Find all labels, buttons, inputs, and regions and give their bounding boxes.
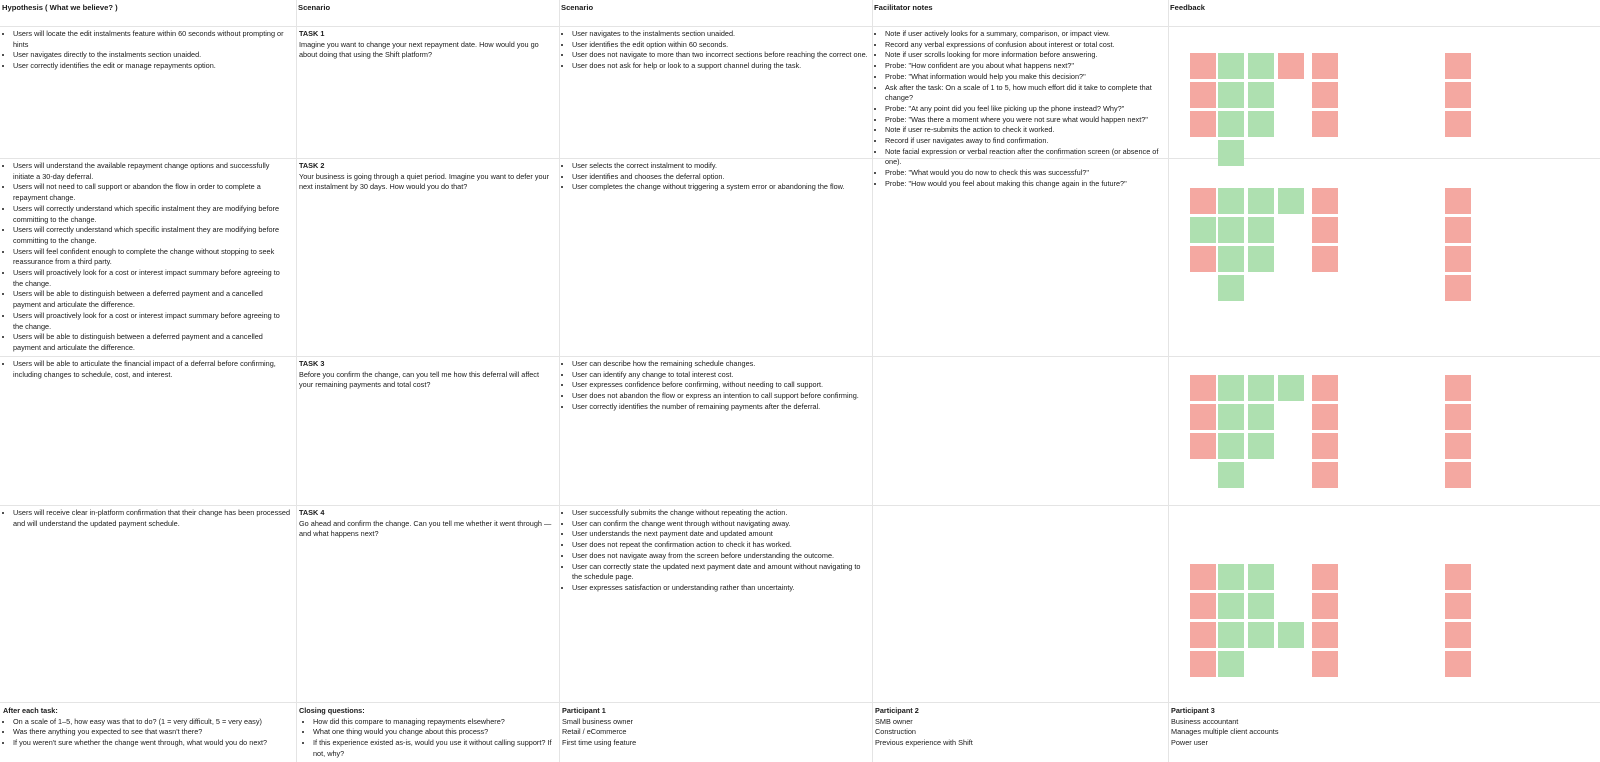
facilitator-note: • Note if user re-submits the action to check it worked. xyxy=(885,125,1163,136)
criteria-item: • User does not navigate to more than two incorrect sections before reaching the correct one. xyxy=(572,50,868,61)
negative-feedback-note[interactable] xyxy=(1312,462,1338,488)
facilitator-notes-cell xyxy=(872,29,1166,190)
facilitator-note: • Record any verbal expressions of confusion about interest or total cost. xyxy=(885,40,1163,51)
criteria-cell xyxy=(559,359,871,413)
facilitator-note: • Probe: "How would you feel about making this change again in the future?" xyxy=(885,179,1163,190)
negative-feedback-note[interactable] xyxy=(1190,188,1216,214)
negative-feedback-note[interactable] xyxy=(1445,275,1471,301)
participant-detail: Previous experience with Shift xyxy=(875,738,973,748)
positive-feedback-note[interactable] xyxy=(1218,111,1244,137)
criteria-item: • User identifies the edit option within 60 seconds. xyxy=(572,40,868,51)
task-text: Your business is going through a quiet period. Imagine you want to defer your next instalment by 30 days. How would you do that? xyxy=(299,171,550,192)
positive-feedback-note[interactable] xyxy=(1218,622,1244,648)
positive-feedback-note[interactable] xyxy=(1278,188,1304,214)
positive-feedback-note[interactable] xyxy=(1248,217,1274,243)
negative-feedback-note[interactable] xyxy=(1190,404,1216,430)
positive-feedback-note[interactable] xyxy=(1248,404,1274,430)
participant-title: Participant 2 xyxy=(875,706,919,715)
positive-feedback-note[interactable] xyxy=(1218,53,1244,79)
after-task-question: • On a scale of 1–5, how easy was that to do? (1 = very difficult, 5 = very easy) xyxy=(13,717,291,728)
positive-feedback-note[interactable] xyxy=(1248,593,1274,619)
facilitator-note: • Probe: "What information would help you make this decision?" xyxy=(885,72,1163,83)
negative-feedback-note[interactable] xyxy=(1445,111,1471,137)
negative-feedback-note[interactable] xyxy=(1312,404,1338,430)
positive-feedback-note[interactable] xyxy=(1248,433,1274,459)
negative-feedback-note[interactable] xyxy=(1190,651,1216,677)
hypothesis-item: • User navigates directly to the instalments section unaided. xyxy=(13,50,291,61)
hypothesis-item: • Users will be able to articulate the financial impact of a deferral before confirming, including changes to schedule, cost, and interest. xyxy=(13,359,291,380)
negative-feedback-note[interactable] xyxy=(1312,246,1338,272)
positive-feedback-note[interactable] xyxy=(1218,140,1244,166)
participant-detail: Manages multiple client accounts xyxy=(1171,727,1279,737)
header-hypothesis: Hypothesis ( What we believe? ) xyxy=(2,3,118,12)
facilitator-note: • Note facial expression or verbal reaction after the confirmation screen (or absence of one). xyxy=(885,147,1163,168)
criteria-item: • User does not abandon the flow or express an intention to call support before confirming. xyxy=(572,391,868,402)
hypothesis-item: • Users will correctly understand which specific instalment they are modifying before committing to the change. xyxy=(13,225,291,246)
negative-feedback-note[interactable] xyxy=(1445,564,1471,590)
hypothesis-item: • Users will understand the available repayment change options and successfully initiate a 30-day deferral. xyxy=(13,161,291,182)
hypothesis-item: • User correctly identifies the edit or manage repayments option. xyxy=(13,61,291,72)
facilitator-note: • Probe: "Was there a moment where you were not sure what would happen next?" xyxy=(885,115,1163,126)
positive-feedback-note[interactable] xyxy=(1218,188,1244,214)
positive-feedback-note[interactable] xyxy=(1248,564,1274,590)
task-text: Imagine you want to change your next repayment date. How would you go about doing that using the Shift platform? xyxy=(299,39,539,60)
participant-detail: SMB owner xyxy=(875,716,913,726)
hypothesis-cell xyxy=(0,29,294,72)
negative-feedback-note[interactable] xyxy=(1312,188,1338,214)
hypothesis-item: • Users will be able to distinguish between a deferred payment and a cancelled payment and articulate the difference. xyxy=(13,289,291,310)
negative-feedback-note[interactable] xyxy=(1190,564,1216,590)
closing-question: • What one thing would you change about this process? xyxy=(313,727,555,738)
negative-feedback-note[interactable] xyxy=(1190,593,1216,619)
criteria-item: • User understands the next payment date and updated amount xyxy=(572,529,868,540)
criteria-item: • User expresses confidence before confirming, without needing to call support. xyxy=(572,380,868,391)
after-task-cell xyxy=(0,706,294,749)
negative-feedback-note[interactable] xyxy=(1190,111,1216,137)
row-divider xyxy=(0,702,1600,703)
negative-feedback-note[interactable] xyxy=(1312,433,1338,459)
row-divider xyxy=(0,158,1600,159)
hypothesis-cell xyxy=(0,161,294,354)
criteria-item: • User correctly identifies the number of remaining payments after the deferral. xyxy=(572,402,868,413)
hypothesis-item: • Users will feel confident enough to complete the change without stopping to seek reassurance from a third party. xyxy=(13,247,291,268)
facilitator-note: • Probe: "At any point did you feel like picking up the phone instead? Why?" xyxy=(885,104,1163,115)
negative-feedback-note[interactable] xyxy=(1445,53,1471,79)
negative-feedback-note[interactable] xyxy=(1445,462,1471,488)
negative-feedback-note[interactable] xyxy=(1190,53,1216,79)
participant-3-cell xyxy=(1168,706,1598,749)
facilitator-note: • Probe: "How confident are you about what happens next?" xyxy=(885,61,1163,72)
positive-feedback-note[interactable] xyxy=(1218,564,1244,590)
negative-feedback-note[interactable] xyxy=(1445,188,1471,214)
facilitator-note: • Ask after the task: On a scale of 1 to 5, how much effort did it take to complete that change? xyxy=(885,83,1163,104)
participant-detail: Retail / eCommerce xyxy=(562,727,627,737)
participant-title: Participant 3 xyxy=(1171,706,1215,715)
negative-feedback-note[interactable] xyxy=(1445,217,1471,243)
closing-questions-cell xyxy=(296,706,558,760)
negative-feedback-note[interactable] xyxy=(1445,651,1471,677)
negative-feedback-note[interactable] xyxy=(1445,404,1471,430)
positive-feedback-note[interactable] xyxy=(1218,593,1244,619)
positive-feedback-note[interactable] xyxy=(1248,188,1274,214)
header-scenario-criteria: Scenario xyxy=(561,3,594,12)
positive-feedback-note[interactable] xyxy=(1218,217,1244,243)
row-divider xyxy=(0,505,1600,506)
negative-feedback-note[interactable] xyxy=(1445,82,1471,108)
negative-feedback-note[interactable] xyxy=(1190,622,1216,648)
task-text: Go ahead and confirm the change. Can you tell me whether it went through — and what happens next? xyxy=(299,518,552,539)
negative-feedback-note[interactable] xyxy=(1312,593,1338,619)
criteria-cell xyxy=(559,161,871,193)
positive-feedback-note[interactable] xyxy=(1248,53,1274,79)
hypothesis-item: • Users will locate the edit instalments feature within 60 seconds without prompting or hints xyxy=(13,29,291,50)
closing-question: • How did this compare to managing repayments elsewhere? xyxy=(313,717,555,728)
task-text: Before you confirm the change, can you tell me how this deferral will affect your remaining payments and total cost? xyxy=(299,369,539,390)
criteria-item: • User selects the correct instalment to modify. xyxy=(572,161,868,172)
criteria-item: • User completes the change without triggering a system error or abandoning the flow. xyxy=(572,182,868,193)
header-facilitator-notes: Facilitator notes xyxy=(874,3,933,12)
criteria-item: • User does not ask for help or look to a support channel during the task. xyxy=(572,61,868,72)
criteria-item: • User navigates to the instalments section unaided. xyxy=(572,29,868,40)
negative-feedback-note[interactable] xyxy=(1312,622,1338,648)
task-cell xyxy=(296,508,558,540)
negative-feedback-note[interactable] xyxy=(1278,53,1304,79)
negative-feedback-note[interactable] xyxy=(1312,564,1338,590)
criteria-cell xyxy=(559,508,871,594)
closing-title: Closing questions: xyxy=(299,706,365,715)
task-title: TASK 4 xyxy=(299,508,325,517)
task-cell xyxy=(296,359,558,391)
participant-2-cell xyxy=(872,706,1166,749)
participant-detail: Construction xyxy=(875,727,916,737)
participant-title: Participant 1 xyxy=(562,706,606,715)
participant-detail: Power user xyxy=(1171,738,1208,748)
header-feedback: Feedback xyxy=(1170,3,1206,12)
participant-detail: Business accountant xyxy=(1171,716,1239,726)
positive-feedback-note[interactable] xyxy=(1218,375,1244,401)
criteria-item: • User expresses satisfaction or understanding rather than uncertainty. xyxy=(572,583,868,594)
positive-feedback-note[interactable] xyxy=(1218,404,1244,430)
criteria-item: • User can identify any change to total interest cost. xyxy=(572,370,868,381)
positive-feedback-note[interactable] xyxy=(1218,82,1244,108)
positive-feedback-note[interactable] xyxy=(1218,462,1244,488)
header-scenario: Scenario xyxy=(298,3,331,12)
hypothesis-item: • Users will not need to call support or abandon the flow in order to complete a repayment change. xyxy=(13,182,291,203)
task-title: TASK 2 xyxy=(299,161,325,170)
hypothesis-item: • Users will correctly understand which specific instalment they are modifying before committing to the change. xyxy=(13,204,291,225)
negative-feedback-note[interactable] xyxy=(1312,53,1338,79)
positive-feedback-note[interactable] xyxy=(1248,82,1274,108)
participant-detail: Small business owner xyxy=(562,716,633,726)
facilitator-note: • Note if user actively looks for a summary, comparison, or impact view. xyxy=(885,29,1163,40)
criteria-item: • User can correctly state the updated next payment date and amount without navigating to the schedule page. xyxy=(572,562,868,583)
participant-detail: First time using feature xyxy=(562,738,637,748)
criteria-item: • User can describe how the remaining schedule changes. xyxy=(572,359,868,370)
negative-feedback-note[interactable] xyxy=(1312,217,1338,243)
hypothesis-item: • Users will proactively look for a cost or interest impact summary before agreeing to the change. xyxy=(13,268,291,289)
facilitator-note: • Probe: "What would you do now to check this was successful?" xyxy=(885,168,1163,179)
row-divider xyxy=(0,26,1600,27)
hypothesis-item: • Users will be able to distinguish between a deferred payment and a cancelled payment and articulate the difference. xyxy=(13,332,291,353)
positive-feedback-note[interactable] xyxy=(1248,246,1274,272)
criteria-item: • User does not repeat the confirmation action to check it has worked. xyxy=(572,540,868,551)
negative-feedback-note[interactable] xyxy=(1312,111,1338,137)
hypothesis-item: • Users will proactively look for a cost or interest impact summary before agreeing to the change. xyxy=(13,311,291,332)
closing-question: • If this experience existed as-is, would you use it without calling support? If not, why? xyxy=(313,738,555,759)
row-divider xyxy=(0,356,1600,357)
positive-feedback-note[interactable] xyxy=(1190,217,1216,243)
positive-feedback-note[interactable] xyxy=(1278,375,1304,401)
after-task-question: • If you weren't sure whether the change went through, what would you do next? xyxy=(13,738,291,749)
facilitator-note: • Note if user scrolls looking for more information before answering. xyxy=(885,50,1163,61)
criteria-item: • User does not navigate away from the screen before understanding the outcome. xyxy=(572,551,868,562)
facilitator-note: • Record if user navigates away to find confirmation. xyxy=(885,136,1163,147)
negative-feedback-note[interactable] xyxy=(1445,375,1471,401)
after-task-question: • Was there anything you expected to see that wasn't there? xyxy=(13,727,291,738)
task-cell xyxy=(296,161,558,193)
positive-feedback-note[interactable] xyxy=(1218,433,1244,459)
hypothesis-cell xyxy=(0,359,294,380)
criteria-item: • User successfully submits the change without repeating the action. xyxy=(572,508,868,519)
criteria-item: • User identifies and chooses the deferral option. xyxy=(572,172,868,183)
negative-feedback-note[interactable] xyxy=(1312,651,1338,677)
negative-feedback-note[interactable] xyxy=(1190,246,1216,272)
hypothesis-item: • Users will receive clear in-platform confirmation that their change has been processed and will understand the updated payment schedule. xyxy=(13,508,291,529)
negative-feedback-note[interactable] xyxy=(1190,82,1216,108)
positive-feedback-note[interactable] xyxy=(1248,622,1274,648)
task-cell xyxy=(296,29,558,61)
negative-feedback-note[interactable] xyxy=(1445,622,1471,648)
negative-feedback-note[interactable] xyxy=(1312,375,1338,401)
after-task-title: After each task: xyxy=(3,706,58,715)
positive-feedback-note[interactable] xyxy=(1218,651,1244,677)
negative-feedback-note[interactable] xyxy=(1190,375,1216,401)
negative-feedback-note[interactable] xyxy=(1445,246,1471,272)
positive-feedback-note[interactable] xyxy=(1218,275,1244,301)
negative-feedback-note[interactable] xyxy=(1445,593,1471,619)
task-title: TASK 3 xyxy=(299,359,325,368)
criteria-item: • User can confirm the change went through without navigating away. xyxy=(572,519,868,530)
positive-feedback-note[interactable] xyxy=(1218,246,1244,272)
participant-1-cell xyxy=(559,706,871,749)
positive-feedback-note[interactable] xyxy=(1248,375,1274,401)
column-divider xyxy=(1168,0,1169,762)
hypothesis-cell xyxy=(0,508,294,529)
positive-feedback-note[interactable] xyxy=(1248,111,1274,137)
negative-feedback-note[interactable] xyxy=(1445,433,1471,459)
negative-feedback-note[interactable] xyxy=(1312,82,1338,108)
negative-feedback-note[interactable] xyxy=(1190,433,1216,459)
criteria-cell xyxy=(559,29,871,72)
task-title: TASK 1 xyxy=(299,29,325,38)
positive-feedback-note[interactable] xyxy=(1278,622,1304,648)
